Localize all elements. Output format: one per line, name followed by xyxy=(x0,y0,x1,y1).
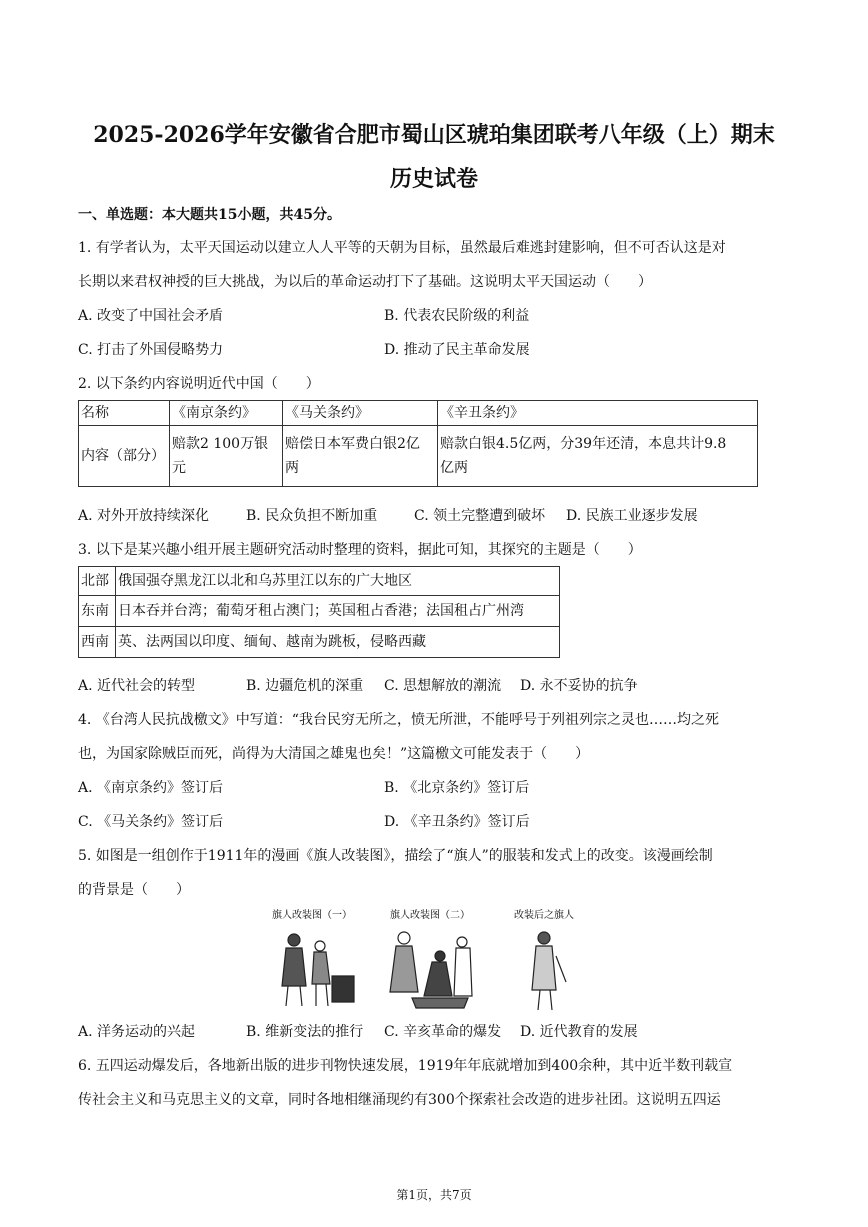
q3-option-a: A. 近代社会的转型 xyxy=(78,678,196,694)
q5-stem-line1: 5. 如图是一组创作于1911年的漫画《旗人改装图》，描绘了“旗人”的服装和发式上的改变。该漫画绘制 xyxy=(78,848,713,864)
cartoon-illustration xyxy=(272,906,592,1016)
q2-option-a: A. 对外开放持续深化 xyxy=(78,508,210,524)
q2-option-d: D. 民族工业逐步发展 xyxy=(566,508,698,524)
table-row xyxy=(79,567,560,596)
q2-treaty-table xyxy=(78,400,758,487)
q5-option-c: C. 辛亥革命的爆发 xyxy=(384,1024,502,1040)
q2-stem: 2. 以下条约内容说明近代中国（ ） xyxy=(78,376,320,392)
table-row xyxy=(79,627,560,658)
table-cell: 名称 xyxy=(79,401,170,426)
table-cell: 北部 xyxy=(79,567,116,596)
table-cell xyxy=(283,426,438,487)
table-cell: 《马关条约》 xyxy=(283,401,438,426)
q6-stem-line2: 传社会主义和马克思主义的文章，同时各地相继涌现约有300个探索社会改造的进步社团。这说明五四运 xyxy=(78,1092,721,1108)
q5-option-a: A. 洋务运动的兴起 xyxy=(78,1024,196,1040)
page-footer: 第1页，共7页 xyxy=(396,1188,472,1202)
cartoon-caption-3: 改装后之旗人 xyxy=(514,910,574,921)
q3-border-table xyxy=(78,566,560,658)
table-cell xyxy=(170,426,283,487)
q1-option-d: D. 推动了民主革命发展 xyxy=(384,342,530,358)
table-header-row xyxy=(79,401,758,426)
table-row xyxy=(79,596,560,627)
cell-text: 赔偿日本军费白银2亿 xyxy=(285,436,420,452)
q1-stem-line1: 1. 有学者认为，太平天国运动以建立人人平等的天朝为目标，虽然最后难逃封建影响，但不可否认这是对 xyxy=(78,240,726,256)
table-cell: 日本吞并台湾；葡萄牙租占澳门；英国租占香港；法国租占广州湾 xyxy=(116,596,560,627)
cell-text: 两 xyxy=(285,460,299,476)
q1-stem-line2: 长期以来君权神授的巨大挑战，为以后的革命运动打下了基础。这说明太平天国运动（ ） xyxy=(78,274,652,290)
q5-option-d: D. 近代教育的发展 xyxy=(520,1024,638,1040)
cartoon-caption-2: 旗人改装图（二） xyxy=(390,910,470,921)
exam-title-line1: 2025-2026学年安徽省合肥市蜀山区琥珀集团联考八年级（上）期末 xyxy=(93,122,775,148)
cell-text: 元 xyxy=(172,460,186,476)
q1-option-c: C. 打击了外国侵略势力 xyxy=(78,342,224,358)
q4-option-c: C. 《马关条约》签订后 xyxy=(78,814,224,830)
table-row xyxy=(79,426,758,487)
q2-option-c: C. 领土完整遭到破坏 xyxy=(414,508,546,524)
table-cell: 俄国强夺黑龙江以北和乌苏里江以东的广大地区 xyxy=(116,567,560,596)
table-cell xyxy=(438,426,758,487)
cartoon-caption-1: 旗人改装图（一） xyxy=(272,910,352,921)
table-cell: 东南 xyxy=(79,596,116,627)
table-cell: 英、法两国以印度、缅甸、越南为跳板，侵略西藏 xyxy=(116,627,560,658)
manchu-attire-cartoon xyxy=(272,906,592,1016)
q4-stem-line1: 4. 《台湾人民抗战檄文》中写道：“我台民穷无所之，愤无所泄，不能呼号于列祖列宗之灵也……均之死 xyxy=(78,712,719,728)
q4-stem-line2: 也，为国家除贼臣而死，尚得为大清国之雄鬼也矣！”这篇檄文可能发表于（ ） xyxy=(78,746,590,762)
exam-title-line2: 历史试卷 xyxy=(389,166,478,192)
section-heading: 一、单选题：本大题共15小题，共45分。 xyxy=(78,207,341,223)
q2-option-b: B. 民众负担不断加重 xyxy=(246,508,378,524)
table-cell: 《南京条约》 xyxy=(170,401,283,426)
table-cell: 西南 xyxy=(79,627,116,658)
q3-option-c: C. 思想解放的潮流 xyxy=(384,678,502,694)
q1-option-b: B. 代表农民阶级的利益 xyxy=(384,308,530,324)
cell-text: 赔款2 100万银 xyxy=(172,436,269,452)
cell-text: 赔款白银4.5亿两，分39年还清，本息共计9.8 xyxy=(440,436,727,452)
table-cell: 内容（部分） xyxy=(79,426,170,487)
cell-text: 亿两 xyxy=(440,460,468,476)
q3-option-b: B. 边疆危机的深重 xyxy=(246,678,364,694)
cartoon-panel-3 xyxy=(532,932,566,1010)
cartoon-panel-2 xyxy=(390,932,472,1008)
q4-option-b: B. 《北京条约》签订后 xyxy=(384,780,530,796)
cartoon-panel-1 xyxy=(282,934,354,1006)
q5-option-b: B. 维新变法的推行 xyxy=(246,1024,364,1040)
q4-option-d: D. 《辛丑条约》签订后 xyxy=(384,814,530,830)
q5-stem-line2: 的背景是（ ） xyxy=(78,882,190,898)
q4-option-a: A. 《南京条约》签订后 xyxy=(78,780,224,796)
q3-stem: 3. 以下是某兴趣小组开展主题研究活动时整理的资料，据此可知，其探究的主题是（ ） xyxy=(78,542,642,558)
q1-option-a: A. 改变了中国社会矛盾 xyxy=(78,308,224,324)
q6-stem-line1: 6. 五四运动爆发后，各地新出版的进步刊物快速发展，1919年年底就增加到400余种，其中近半数刊载宣 xyxy=(78,1058,733,1074)
q3-option-d: D. 永不妥协的抗争 xyxy=(520,678,638,694)
table-cell: 《辛丑条约》 xyxy=(438,401,758,426)
